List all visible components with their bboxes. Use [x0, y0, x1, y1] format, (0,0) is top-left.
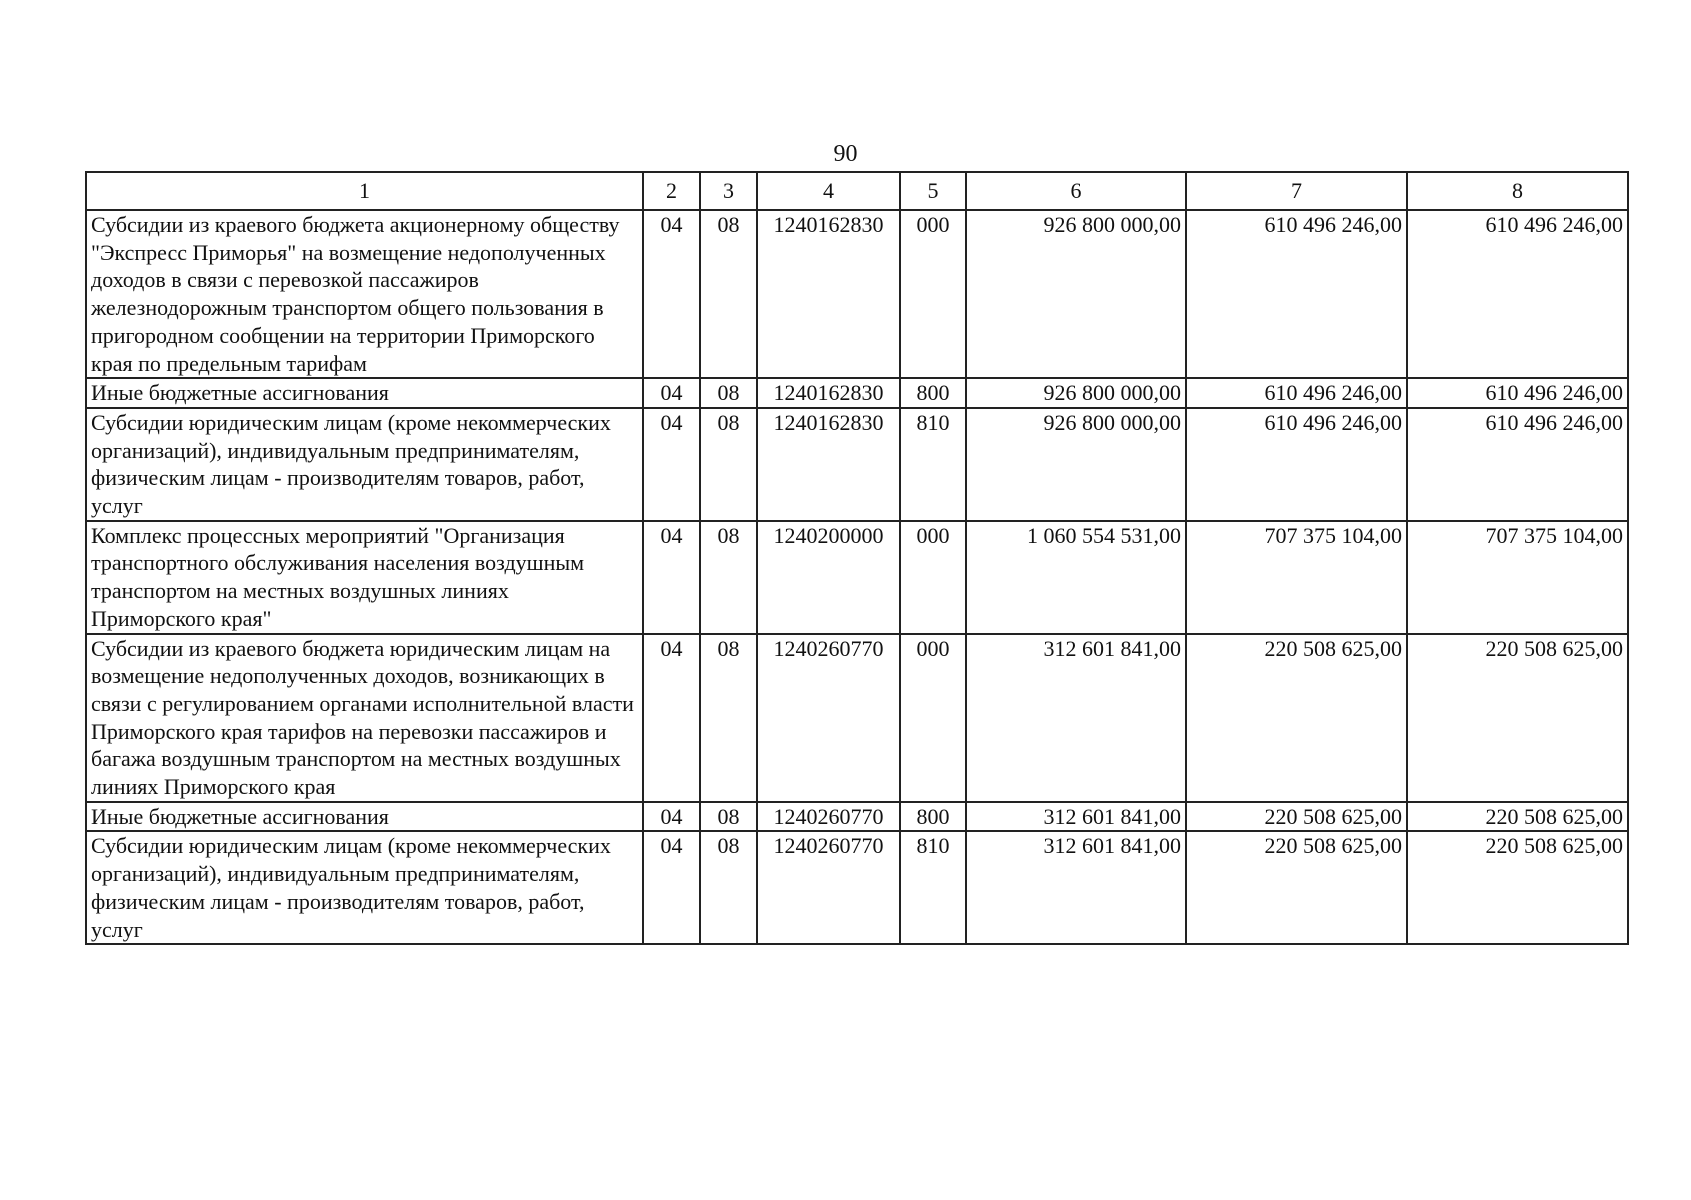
- page-number: 90: [833, 141, 858, 167]
- target-article-code: 1240162830: [757, 408, 900, 521]
- expense-type-code: 800: [900, 802, 966, 832]
- amount-col-7: 707 375 104,00: [1186, 521, 1407, 634]
- section-code: 04: [643, 831, 700, 944]
- subsection-code: 08: [700, 210, 757, 378]
- column-header: 6: [966, 172, 1186, 210]
- column-header: 2: [643, 172, 700, 210]
- subsection-code: 08: [700, 408, 757, 521]
- subsection-code: 08: [700, 802, 757, 832]
- amount-col-8: 220 508 625,00: [1407, 831, 1628, 944]
- amount-col-7: 610 496 246,00: [1186, 210, 1407, 378]
- expense-type-code: 000: [900, 521, 966, 634]
- row-name: Субсидии юридическим лицам (кроме некоммерческих организаций), индивидуальным предпринимателям, физическим лицам - производителям товаров, работ, услуг: [86, 831, 643, 944]
- row-name: Иные бюджетные ассигнования: [86, 802, 643, 832]
- amount-col-8: 610 496 246,00: [1407, 210, 1628, 378]
- subsection-code: 08: [700, 521, 757, 634]
- row-name: Субсидии юридическим лицам (кроме некоммерческих организаций), индивидуальным предпринимателям, физическим лицам - производителям товаров, работ, услуг: [86, 408, 643, 521]
- section-code: 04: [643, 521, 700, 634]
- amount-col-8: 610 496 246,00: [1407, 378, 1628, 408]
- target-article-code: 1240200000: [757, 521, 900, 634]
- section-code: 04: [643, 634, 700, 802]
- table-row: [86, 802, 1628, 832]
- amount-col-6: 312 601 841,00: [966, 831, 1186, 944]
- amount-col-7: 610 496 246,00: [1186, 378, 1407, 408]
- column-header: 3: [700, 172, 757, 210]
- amount-col-8: 220 508 625,00: [1407, 802, 1628, 832]
- expense-type-code: 800: [900, 378, 966, 408]
- budget-table: [85, 171, 1629, 945]
- table-row: [86, 408, 1628, 521]
- amount-col-6: 926 800 000,00: [966, 210, 1186, 378]
- table-row: [86, 634, 1628, 802]
- amount-col-7: 220 508 625,00: [1186, 634, 1407, 802]
- section-code: 04: [643, 408, 700, 521]
- amount-col-6: 926 800 000,00: [966, 378, 1186, 408]
- expense-type-code: 810: [900, 831, 966, 944]
- amount-col-7: 220 508 625,00: [1186, 802, 1407, 832]
- expense-type-code: 000: [900, 210, 966, 378]
- expense-type-code: 810: [900, 408, 966, 521]
- section-code: 04: [643, 210, 700, 378]
- table-row: [86, 378, 1628, 408]
- expense-type-code: 000: [900, 634, 966, 802]
- amount-col-7: 610 496 246,00: [1186, 408, 1407, 521]
- subsection-code: 08: [700, 831, 757, 944]
- column-header: 5: [900, 172, 966, 210]
- table-row: [86, 831, 1628, 944]
- row-name: Субсидии из краевого бюджета юридическим лицам на возмещение недополученных доходов, возникающих в связи с регулированием органами исполнительной власти Приморского края тарифов на перевозки пассажиров и багажа воздушным транспортом на местных воздушных линиях Приморского края: [86, 634, 643, 802]
- target-article-code: 1240260770: [757, 634, 900, 802]
- amount-col-8: 610 496 246,00: [1407, 408, 1628, 521]
- amount-col-8: 707 375 104,00: [1407, 521, 1628, 634]
- header-row: [86, 172, 1628, 210]
- column-header: 7: [1186, 172, 1407, 210]
- amount-col-6: 926 800 000,00: [966, 408, 1186, 521]
- table-row: [86, 521, 1628, 634]
- amount-col-6: 312 601 841,00: [966, 634, 1186, 802]
- amount-col-7: 220 508 625,00: [1186, 831, 1407, 944]
- subsection-code: 08: [700, 378, 757, 408]
- row-name: Иные бюджетные ассигнования: [86, 378, 643, 408]
- table-row: [86, 210, 1628, 378]
- target-article-code: 1240260770: [757, 831, 900, 944]
- target-article-code: 1240162830: [757, 210, 900, 378]
- amount-col-6: 312 601 841,00: [966, 802, 1186, 832]
- section-code: 04: [643, 378, 700, 408]
- row-name: Субсидии из краевого бюджета акционерному обществу "Экспресс Приморья" на возмещение недополученных доходов в связи с перевозкой пассажиров железнодорожным транспортом общего пользования в пригородном сообщении на территории Приморского края по предельным тарифам: [86, 210, 643, 378]
- target-article-code: 1240260770: [757, 802, 900, 832]
- amount-col-6: 1 060 554 531,00: [966, 521, 1186, 634]
- target-article-code: 1240162830: [757, 378, 900, 408]
- column-header: 8: [1407, 172, 1628, 210]
- row-name: Комплекс процессных мероприятий "Организация транспортного обслуживания населения воздушным транспортом на местных воздушных линиях Приморского края": [86, 521, 643, 634]
- subsection-code: 08: [700, 634, 757, 802]
- column-header: 1: [86, 172, 643, 210]
- section-code: 04: [643, 802, 700, 832]
- amount-col-8: 220 508 625,00: [1407, 634, 1628, 802]
- column-header: 4: [757, 172, 900, 210]
